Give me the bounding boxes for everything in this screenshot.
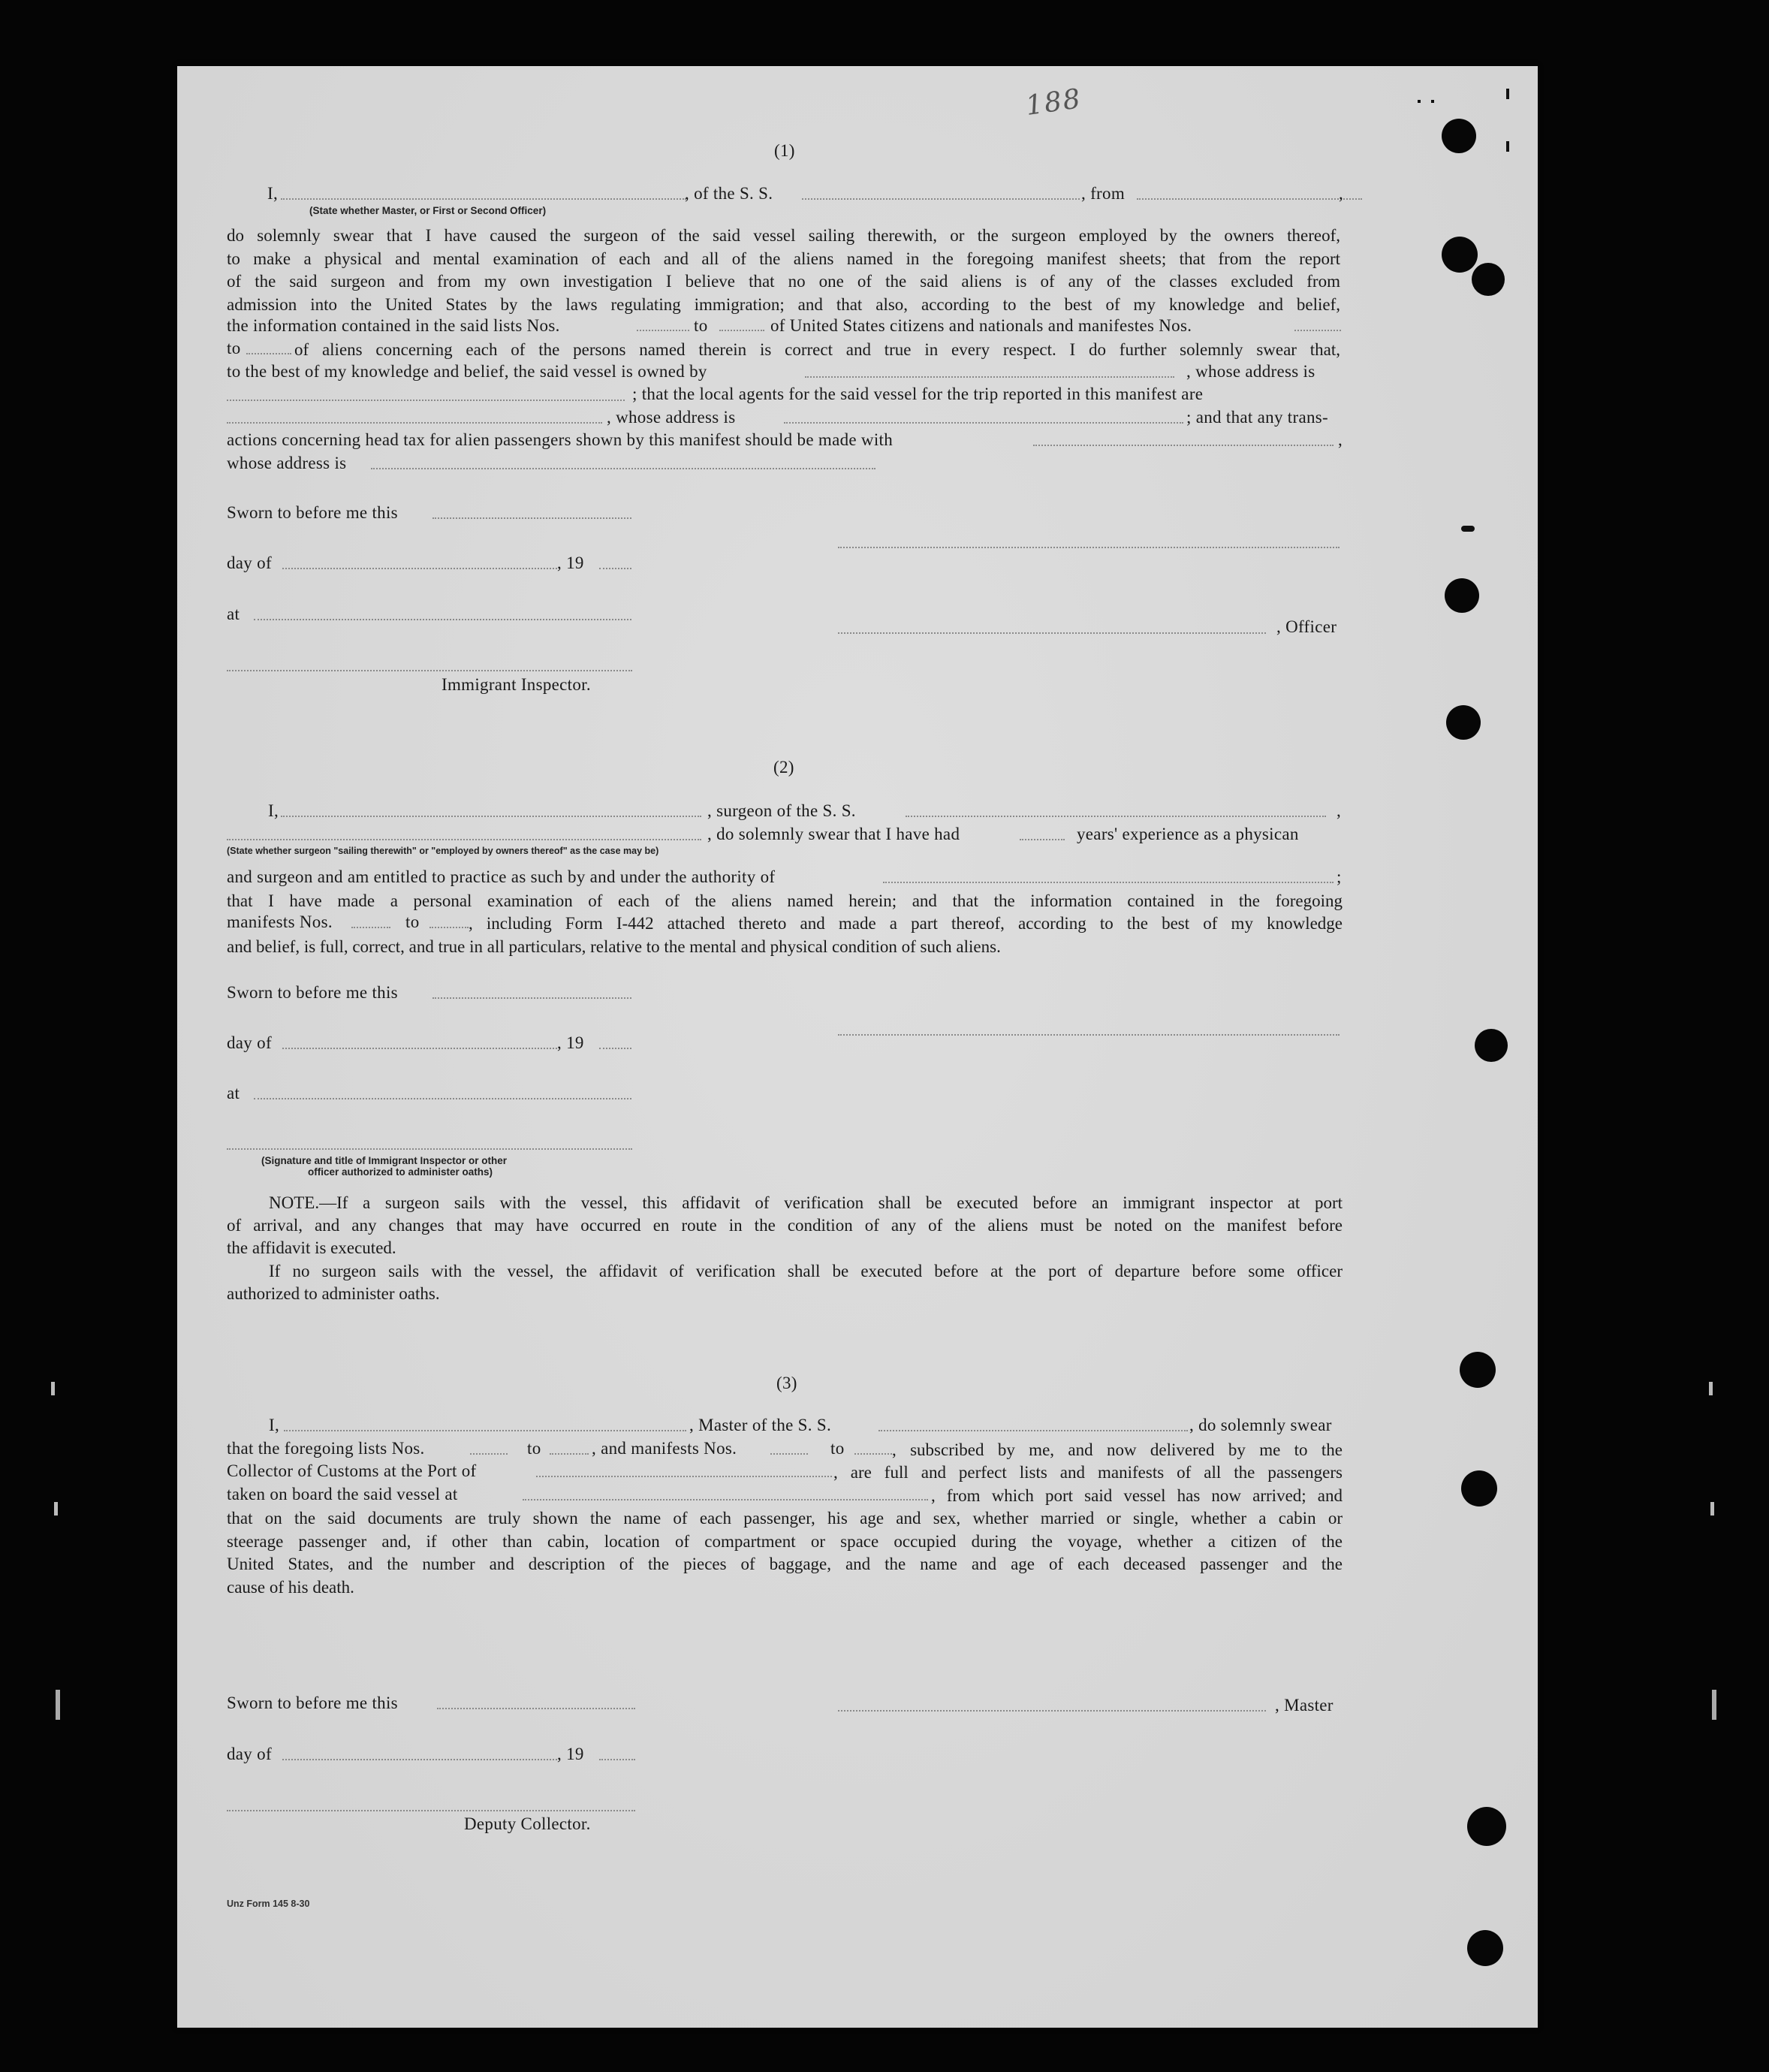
s1-info-label: the information contained in the said lists Nos. [227,316,560,335]
s2-swear-label: , do solemnly swear that I have had [707,825,960,843]
speck-1 [1418,100,1421,103]
s1-head-tax-comma: , [1338,430,1343,449]
s3-para-line-4: cause of his death. [227,1578,354,1597]
s1-para-line-4: admission into the United States by the laws regulating immigration; and that also, according to the best of my knowledge and belief, [227,295,1340,314]
punch-hole-7 [1460,1352,1496,1388]
s2-line1-comma: , [1337,801,1342,820]
s3-swear-label: , do solemnly swear [1189,1416,1332,1434]
s1-from-port-blank [1137,198,1362,200]
s3-port-blank [536,1476,832,1477]
punch-hole-2 [1442,237,1478,273]
s3-deputy-collector-label: Deputy Collector. [464,1814,591,1833]
margin-mark-left-2 [54,1502,58,1516]
s3-collector-signature-line [227,1810,635,1811]
s1-sworn-label: Sworn to before me this [227,503,398,522]
s2-i-label: I, [268,801,279,820]
s1-head-tax-address-blank [371,468,875,469]
s2-form-i442-line: , including Form I-442 attached thereto and made a part thereof, according to the best of my knowledge [469,914,1343,933]
s1-para-line-3: of the said surgeon and from my own investigation I believe that no one of the said aliens is of any of the classes excluded from [227,272,1340,291]
s1-of-ss-label: , of the S. S. [685,184,773,203]
s2-surgeon-type-blank [227,839,701,840]
s2-years-blank [1020,839,1065,840]
s1-officer-signature-line [838,632,1266,634]
s2-sworn-label: Sworn to before me this [227,983,398,1002]
note-2-line-1: If no surgeon sails with the vessel, the affidavit of verification shall be executed before at the port of departure before some officer [269,1262,1343,1280]
s1-vessel-name-blank [802,198,1080,200]
s2-day-of-label: day of [227,1033,272,1052]
form-number: Unz Form 145 8-30 [227,1899,310,1909]
s1-to-label: to [227,339,241,357]
s1-agents-blank [227,422,602,424]
s1-sworn-day-blank [432,517,631,519]
s2-authority-semicolon: ; [1337,867,1342,886]
s2-at-label: at [227,1084,240,1102]
s2-sworn-day-blank [432,997,631,999]
s3-master-of-ss-label: , Master of the S. S. [689,1416,832,1434]
s3-manifests-to: to [830,1439,845,1458]
s1-agents-address-blank [784,422,1183,424]
s1-para-line-1: do solemnly swear that I have caused the surgeon of the said vessel sailing therewith, or the surgeon employed by the owners thereof, [227,226,1340,245]
s1-head-tax-blank [1033,445,1334,446]
s2-signature-caption-1: (Signature and title of Immigrant Inspector or other [261,1155,508,1166]
note-line-1: NOTE.—If a surgeon sails with the vessel, this affidavit of verification shall be executed before an immigrant inspector at port [269,1193,1343,1212]
edge-mark-1 [1506,89,1509,99]
s1-manifest-from-blank [1294,330,1341,331]
margin-mark-right-1 [1709,1382,1713,1395]
s1-i-label: I, [267,184,279,203]
margin-mark-right-3 [1712,1690,1716,1720]
s3-master-signature-line [838,1710,1266,1712]
speck-2 [1431,100,1434,103]
s3-manifests-to-blank [854,1453,892,1455]
s1-manifest-to-blank [246,353,291,354]
s1-year-prefix: , 19 [557,553,584,572]
s2-authority-label: and surgeon and am entitled to practice as such by and under the authority of [227,867,776,886]
margin-mark-left-1 [51,1382,55,1395]
s3-lists-from-blank [470,1453,508,1455]
note-line-2: of arrival, and any changes that may have occurred en route in the condition of any of the aliens must be noted on the manifest before [227,1216,1343,1235]
s1-whose-address-label: , whose address is [1186,362,1315,381]
s1-month-blank [282,568,557,569]
s2-year-blank [599,1048,631,1049]
s2-manifests-to: to [405,912,420,931]
s3-lists-to: to [527,1439,541,1458]
s3-arrived-line: , from which port said vessel has now arrived; and [931,1486,1343,1505]
s3-manifests-label: , and manifests Nos. [592,1439,737,1458]
s1-year-blank [599,568,631,569]
punch-hole-6 [1475,1029,1508,1062]
s1-any-trans-label: ; and that any trans- [1186,408,1328,427]
s1-whose-address-3-label: whose address is [227,454,347,472]
s3-vessel-blank [878,1430,1188,1431]
s1-inspector-label: Immigrant Inspector. [441,675,591,694]
s2-surgeon-type-caption: (State whether surgeon "sailing therewith" or "employed by owners thereof" as the case may be) [227,846,659,856]
s3-taken-on-board-label: taken on board the said vessel at [227,1485,458,1503]
s3-manifests-from-blank [770,1453,808,1455]
s2-signature-caption-2: officer authorized to administer oaths) [308,1166,493,1178]
punch-hole-3 [1472,263,1505,296]
s1-head-tax-label: actions concerning head tax for alien passengers shown by this manifest should be made with [227,430,894,449]
s3-year-blank [599,1759,635,1760]
s1-at-label: at [227,605,240,623]
s1-day-of-label: day of [227,553,272,572]
s2-manifest-from-blank [351,927,390,928]
s2-manifests-label: manifests Nos. [227,912,333,931]
section-2-heading: (2) [773,758,794,777]
s1-officer-rank-blank [281,198,686,200]
s3-para-line-2: steerage passenger and, if other than cabin, location of compartment or space occupied during the voyage, whether a citizen of the [227,1532,1343,1551]
s2-surgeon-name-blank [281,816,701,817]
s1-para-line-2: to make a physical and mental examination of each and all of the aliens named in the foregoing manifest sheets; that from the report [227,249,1340,268]
s1-place-blank [254,619,631,620]
s2-surgeon-signature-line [838,1034,1340,1036]
s3-subscribed-line: , subscribed by me, and now delivered by me to the [892,1440,1343,1459]
s1-owned-by-label: to the best of my knowledge and belief, the said vessel is owned by [227,362,707,381]
punch-hole-4 [1445,578,1479,613]
s1-rank-caption: (State whether Master, or First or Second Officer) [309,205,547,216]
s3-para-line-1: that on the said documents are truly shown the name of each passenger, his age and sex, whether married or single, whether a cabin or [227,1509,1343,1528]
s2-year-prefix: , 19 [557,1033,584,1052]
s1-whose-address-2-label: , whose address is [607,408,736,427]
s2-para-line-2: that I have made a personal examination of each of the aliens named herein; and that the information contained in the foregoing [227,891,1343,910]
s3-lists-to-blank [550,1453,589,1455]
s1-owner-blank [805,376,1174,378]
s1-master-signature-line [838,547,1340,548]
s1-list-from-blank [637,330,689,331]
s1-list-to-blank [719,330,764,331]
handwritten-page-number: 188 [1023,83,1084,122]
s3-full-lists-line: , are full and perfect lists and manifests of all the passengers [833,1463,1343,1482]
s3-day-of-label: day of [227,1745,272,1763]
s3-i-label: I, [269,1416,280,1434]
note-line-3: the affidavit is executed. [227,1238,396,1257]
s1-inspector-signature-line [227,670,632,671]
punch-hole-1 [1442,119,1476,153]
punch-hole-9 [1467,1807,1506,1846]
margin-mark-right-2 [1710,1502,1714,1516]
s1-officer-label: , Officer [1276,617,1337,636]
edge-mark-2 [1506,141,1509,152]
s3-collector-label: Collector of Customs at the Port of [227,1461,477,1480]
s2-manifest-to-blank [429,927,469,928]
section-1-heading: (1) [774,141,795,160]
s3-year-prefix: , 19 [557,1745,584,1763]
s1-info-manifests: of United States citizens and nationals and manifestes Nos. [770,316,1192,335]
edge-mark-3 [1461,526,1475,532]
s3-lists-label: that the foregoing lists Nos. [227,1439,425,1458]
s3-month-blank [282,1759,557,1760]
margin-mark-left-3 [56,1690,60,1720]
s2-authority-blank [883,882,1334,883]
s3-master-name-blank [284,1430,686,1431]
s1-local-agents-label: ; that the local agents for the said vessel for the trip reported in this manifest are [632,385,1204,403]
s3-departure-port-blank [523,1499,928,1500]
punch-hole-8 [1461,1470,1497,1506]
s1-line1-comma: , [1339,184,1344,203]
s3-para-line-3: United States, and the number and description of the pieces of baggage, and the name and age of each deceased passenger and the [227,1555,1343,1573]
s2-inspector-signature-line [227,1148,632,1150]
s2-vessel-blank [906,816,1326,817]
punch-hole-5 [1446,705,1481,740]
punch-hole-10 [1467,1930,1503,1966]
s1-owner-address-blank [227,400,625,401]
s3-sworn-day-blank [437,1708,635,1709]
s1-aliens-line: of aliens concerning each of the persons named therein is correct and true in every respect. I do further solemnly swear that, [294,340,1340,359]
s3-master-label: , Master [1275,1696,1334,1715]
s2-para-line-4: and belief, is full, correct, and true in all particulars, relative to the mental and physical condition of such aliens. [227,937,1001,956]
manifest-affidavit-page [177,66,1538,2028]
s3-sworn-label: Sworn to before me this [227,1693,398,1712]
s2-month-blank [282,1048,557,1049]
section-3-heading: (3) [776,1374,797,1392]
s2-surgeon-of-ss-label: , surgeon of the S. S. [707,801,856,820]
s2-years-label: years' experience as a physican [1077,825,1299,843]
s1-info-to: to [694,316,708,335]
note-2-line-2: authorized to administer oaths. [227,1284,440,1303]
s1-from-label: , from [1081,184,1126,203]
s2-place-blank [254,1098,631,1099]
